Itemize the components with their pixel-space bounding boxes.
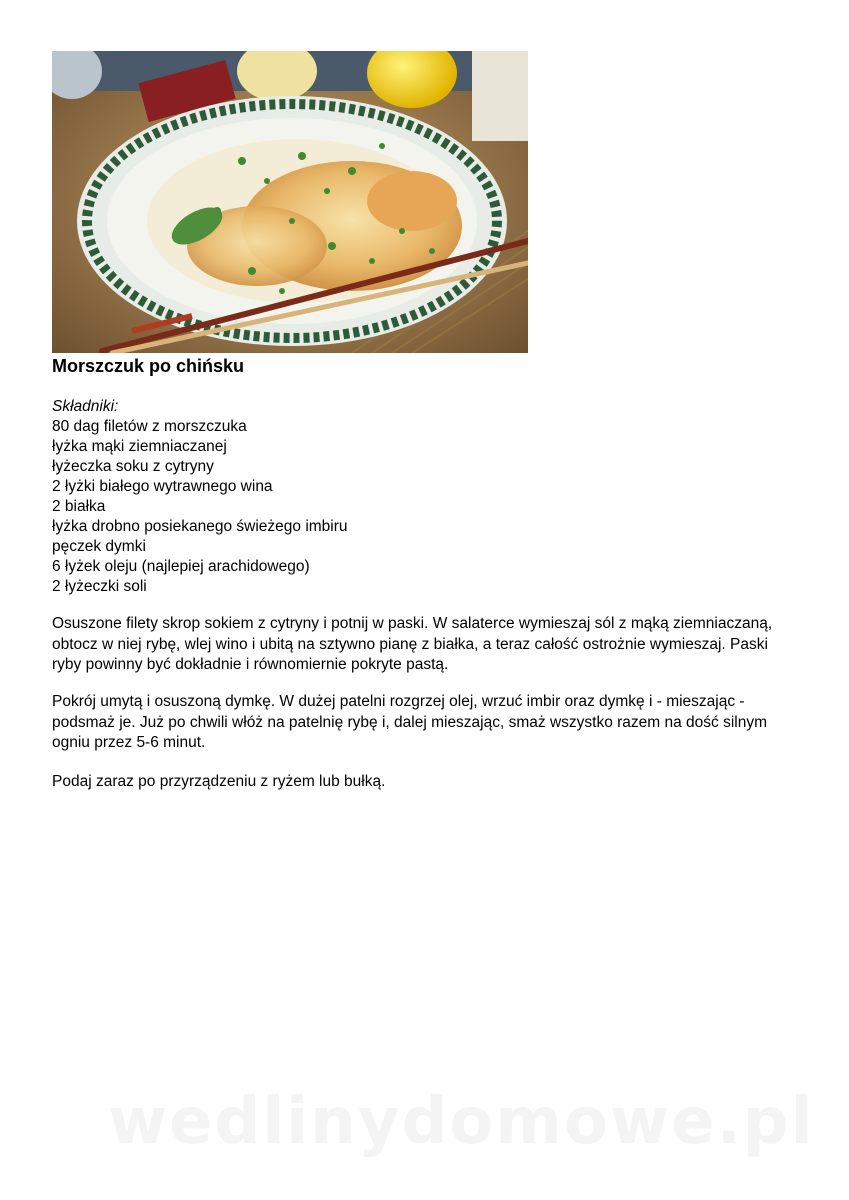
ingredient-item: 2 łyżeczki soli [52,578,147,595]
ingredient-item: 2 białka [52,498,106,515]
ingredient-item: 2 łyżki białego wytrawnego wina [52,478,273,495]
ingredient-item: łyżka mąki ziemniaczanej [52,438,227,455]
ingredients-label: Składniki: [52,398,119,415]
instruction-step-3: Podaj zaraz po przyrządzeniu z ryżem lub bułką. [52,773,386,790]
ingredient-item: łyżka drobno posiekanego świeżego imbiru [52,518,348,535]
instruction-step-1: Osuszone filety skrop sokiem z cytryny i potnij w paski. W salaterce wymieszaj sól z mąką ziemniaczaną, obtocz w niej rybę, wlej wino i ubitą na sztywno pianę z białka, a teraz całość ostrożnie wymieszaj. Paski ryby powinny być dokładnie i równomiernie pokryte pastą. [52,615,773,673]
ingredients-list [52,397,348,597]
recipe-title: Morszczuk po chińsku [52,356,245,376]
site-watermark: wedlinydomowe.pl [108,1085,815,1159]
ingredient-item: 80 dag filetów z morszczuka [52,418,247,435]
instruction-step-2: Pokrój umytą i osuszoną dymkę. W dużej patelni rozgrzej olej, wrzuć imbir oraz dymkę i - mieszając - podsmaż je. Już po chwili włóż na patelnię rybę i, dalej mieszając, smaż wszystko razem na dość silnym ogniu przez 5-6 minut. [52,693,768,751]
ingredient-item: 6 łyżek oleju (najlepiej arachidowego) [52,558,310,575]
ingredient-item: łyżeczka soku z cytryny [52,458,214,475]
recipe-photo [52,51,528,353]
ingredient-item: pęczek dymki [52,538,146,555]
